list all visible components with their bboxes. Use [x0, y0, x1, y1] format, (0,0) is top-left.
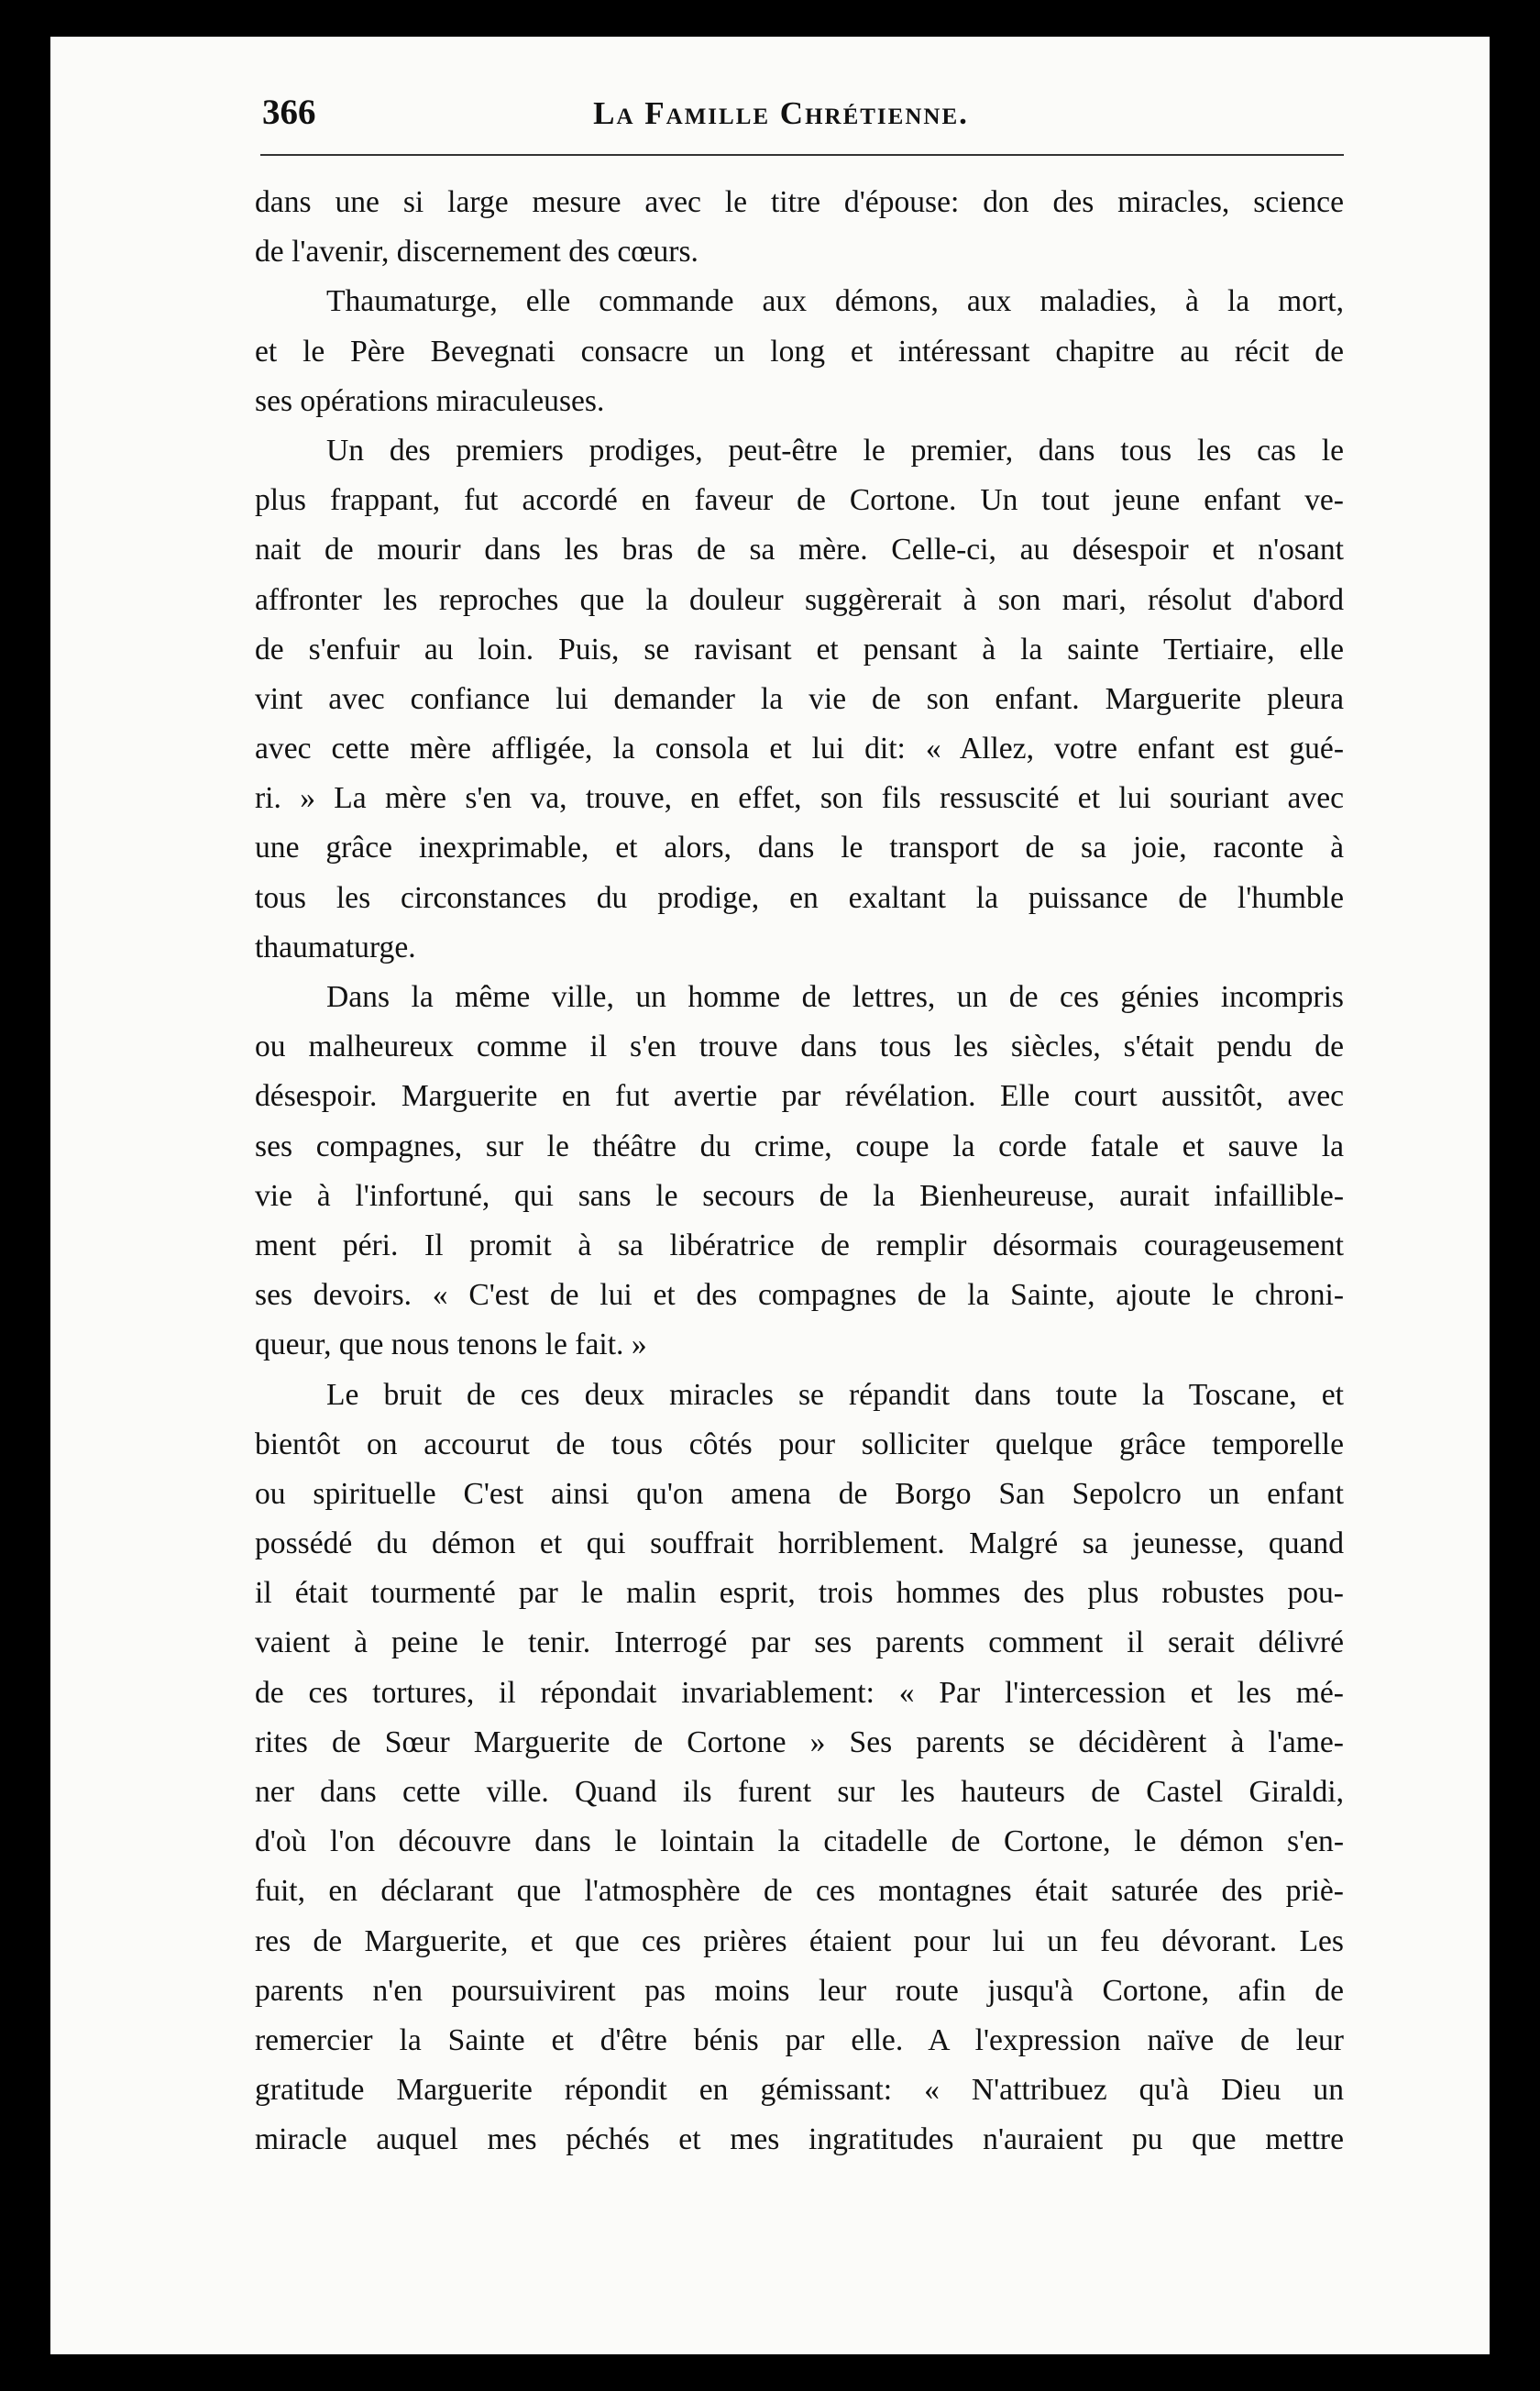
text-line: parents n'en poursuivirent pas moins leur route jusqu'à Cortone, afin de	[255, 1973, 1344, 2008]
text-line: res de Marguerite, et que ces prières étaient pour lui un feu dévorant. Les	[255, 1923, 1344, 1958]
text-line: ner dans cette ville. Quand ils furent sur les hauteurs de Castel Giraldi,	[255, 1775, 1344, 1809]
text-line: avec cette mère affligée, la consola et lui dit: « Allez, votre enfant est gué-	[255, 732, 1344, 766]
text-line: thaumaturge.	[255, 930, 416, 964]
text-line: vaient à peine le tenir. Interrogé par ses parents comment il serait délivré	[255, 1625, 1344, 1660]
text-line: de s'enfuir au loin. Puis, se ravisant et pensant à la sainte Tertiaire, elle	[255, 632, 1344, 667]
text-line: de ces tortures, il répondait invariablement: « Par l'intercession et les mé-	[255, 1675, 1344, 1710]
text-line: miracle auquel mes péchés et mes ingratitudes n'auraient pu que mettre	[255, 2122, 1344, 2157]
text-line: il était tourmenté par le malin esprit, trois hommes des plus robustes pou-	[255, 1576, 1344, 1611]
text-line: ses devoirs. « C'est de lui et des compagnes de la Sainte, ajoute le chroni-	[255, 1278, 1344, 1313]
body-text	[255, 178, 1344, 2165]
header-rule	[260, 154, 1344, 156]
text-line: affronter les reproches que la douleur suggèrerait à son mari, résolut d'abord	[255, 582, 1344, 617]
text-line: Dans la même ville, un homme de lettres, un de ces génies incompris	[326, 980, 1344, 1014]
text-line: ment péri. Il promit à sa libératrice de remplir désormais courageusement	[255, 1228, 1344, 1262]
text-line: nait de mourir dans les bras de sa mère. Celle-ci, au désespoir et n'osant	[255, 533, 1344, 567]
text-line: ses compagnes, sur le théâtre du crime, coupe la corde fatale et sauve la	[255, 1129, 1344, 1163]
text-line: et le Père Bevegnati consacre un long et intéressant chapitre au récit de	[255, 334, 1344, 369]
text-line: une grâce inexprimable, et alors, dans le transport de sa joie, raconte à	[255, 831, 1344, 865]
text-line: ou malheureux comme il s'en trouve dans tous les siècles, s'était pendu de	[255, 1030, 1344, 1064]
text-line: tous les circonstances du prodige, en exaltant la puissance de l'humble	[255, 880, 1344, 915]
page-number: 366	[262, 93, 316, 132]
text-line: de l'avenir, discernement des cœurs.	[255, 235, 698, 270]
text-line: ou spirituelle C'est ainsi qu'on amena de Borgo San Sepolcro un enfant	[255, 1476, 1344, 1511]
text-line: remercier la Sainte et d'être bénis par elle. A l'expression naïve de leur	[255, 2022, 1344, 2057]
text-line: d'où l'on découvre dans le lointain la citadelle de Cortone, le démon s'en-	[255, 1824, 1344, 1859]
text-line: Le bruit de ces deux miracles se répandit dans toute la Toscane, et	[326, 1377, 1344, 1412]
text-line: vie à l'infortuné, qui sans le secours de la Bienheureuse, aurait infailliblе-	[255, 1178, 1344, 1213]
text-line: Un des premiers prodiges, peut-être le premier, dans tous les cas le	[326, 433, 1344, 468]
text-line: gratitude Marguerite répondit en gémissant: « N'attribuez qu'à Dieu un	[255, 2073, 1344, 2108]
text-line: vint avec confiance lui demander la vie de son enfant. Marguerite pleura	[255, 681, 1344, 716]
text-line: ri. » La mère s'en va, trouve, en effet, son fils ressuscité et lui souriant avec	[255, 781, 1344, 816]
text-line: rites de Sœur Marguerite de Cortone » Ses parents se décidèrent à l'ame-	[255, 1724, 1344, 1759]
running-title: La Famille Chrétienne.	[593, 95, 969, 131]
text-line: Thaumaturge, elle commande aux démons, aux maladies, à la mort,	[326, 284, 1344, 319]
text-line: fuit, en déclarant que l'atmosphère de ces montagnes était saturée des priè-	[255, 1874, 1344, 1909]
text-line: dans une si large mesure avec le titre d'épouse: don des miracles, science	[255, 185, 1344, 219]
text-line: ses opérations miraculeuses.	[255, 383, 605, 418]
text-line: bientôt on accourut de tous côtés pour solliciter quelque grâce temporelle	[255, 1427, 1344, 1461]
running-header	[213, 92, 1349, 147]
text-line: désespoir. Marguerite en fut avertie par révélation. Elle court aussitôt, avec	[255, 1079, 1344, 1114]
text-line: plus frappant, fut accordé en faveur de Cortone. Un tout jeune enfant ve-	[255, 483, 1344, 518]
text-line: possédé du démon et qui souffrait horriblement. Malgré sa jeunesse, quand	[255, 1526, 1344, 1561]
text-line: queur, que nous tenons le fait. »	[255, 1328, 647, 1362]
